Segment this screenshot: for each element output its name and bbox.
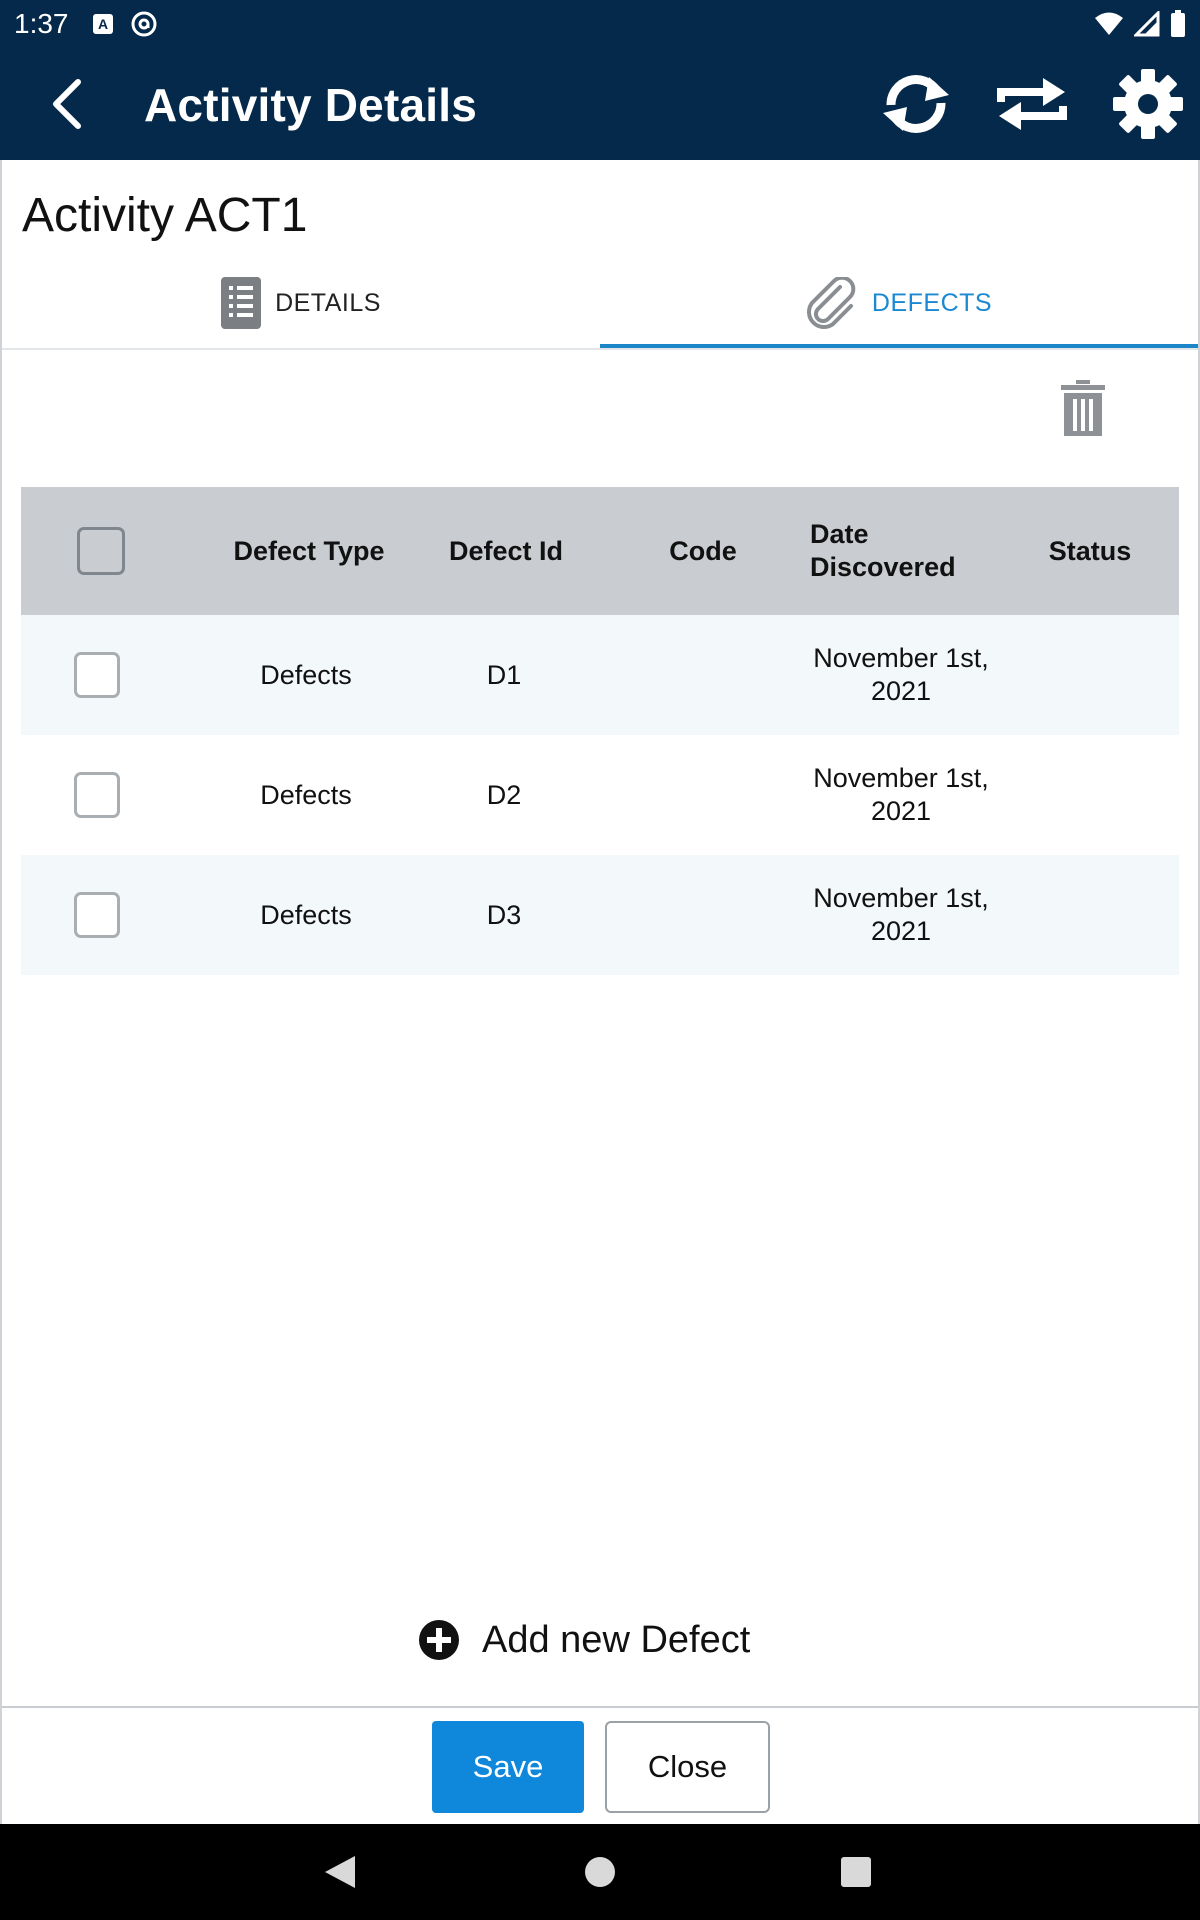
accessibility-a-icon [92, 13, 114, 40]
table-row[interactable] [21, 735, 1179, 855]
add-defect-label: Add new Defect [482, 1618, 751, 1661]
cell-code [593, 855, 813, 975]
wifi-icon [1094, 11, 1124, 42]
cell-date-line2: 2021 [870, 916, 932, 946]
header-code[interactable]: Code [669, 535, 737, 566]
nav-back-button[interactable] [314, 1846, 366, 1898]
header-date-line1: Date [810, 519, 869, 549]
status-left-icons [92, 10, 158, 43]
cell-date [781, 855, 1021, 975]
settings-button[interactable] [1110, 66, 1186, 142]
cell-code [593, 735, 813, 855]
battery-icon [1170, 10, 1186, 43]
row-checkbox[interactable] [74, 892, 120, 938]
add-defect-button[interactable] [418, 1612, 750, 1668]
delete-button[interactable] [1055, 376, 1111, 440]
list-icon [221, 277, 261, 329]
chevron-left-icon [48, 78, 84, 130]
tab-details[interactable] [2, 256, 600, 350]
tab-defects[interactable] [600, 256, 1198, 350]
row-select-cell [57, 855, 137, 975]
tab-defects-label: DEFECTS [871, 288, 993, 317]
system-nav-bar [0, 1824, 1200, 1920]
tab-details-label: DETAILS [275, 288, 381, 317]
select-all-checkbox[interactable] [77, 527, 125, 575]
header-defect-type[interactable]: Defect Type [233, 535, 385, 566]
trash-icon [1061, 380, 1105, 436]
gear-icon [1111, 67, 1185, 141]
save-button[interactable]: Save [432, 1721, 584, 1813]
select-all-cell [61, 487, 141, 615]
close-button[interactable]: Close [605, 1721, 770, 1813]
active-tab-indicator [600, 344, 1198, 348]
table-row[interactable] [21, 855, 1179, 975]
transfer-icon [995, 74, 1069, 134]
table-header [21, 487, 1179, 615]
cell-defect-id: D1 [486, 659, 522, 690]
row-checkbox[interactable] [74, 652, 120, 698]
transfer-button[interactable] [994, 66, 1070, 142]
cell-defect-type: Defects [260, 899, 352, 930]
svg-text:A: A [97, 16, 109, 32]
cell-date-line1: November 1st, [813, 763, 989, 793]
header-date-line2: Discovered [810, 552, 956, 582]
cell-code [593, 615, 813, 735]
status-bar [0, 0, 1200, 48]
cell-date-line2: 2021 [870, 676, 932, 706]
row-select-cell [57, 735, 137, 855]
table-row[interactable] [21, 615, 1179, 735]
sync-button[interactable] [878, 66, 954, 142]
paperclip-icon [806, 277, 858, 329]
cell-date-line1: November 1st, [813, 883, 989, 913]
footer-divider [2, 1706, 1198, 1708]
cell-date-line1: November 1st, [813, 643, 989, 673]
page-title: Activity Details [144, 79, 477, 131]
activity-title: Activity ACT1 [22, 189, 308, 242]
nav-recents-button[interactable] [830, 1846, 882, 1898]
header-date-discovered[interactable] [810, 487, 1010, 615]
cell-status [1010, 615, 1170, 735]
cell-date [781, 735, 1021, 855]
content-frame [0, 160, 1200, 1824]
sync-icon [879, 73, 953, 135]
app-bar-actions [878, 66, 1186, 142]
row-checkbox[interactable] [74, 772, 120, 818]
row-select-cell [57, 615, 137, 735]
square-recents-icon [840, 1856, 872, 1888]
defects-table [21, 487, 1179, 975]
cell-date [781, 615, 1021, 735]
at-sign-icon [130, 10, 158, 43]
back-button[interactable] [38, 76, 94, 132]
cell-defect-id: D3 [486, 899, 522, 930]
cell-defect-type: Defects [260, 659, 352, 690]
cell-date-line2: 2021 [870, 796, 932, 826]
cell-status [1010, 855, 1170, 975]
app-bar [0, 48, 1200, 160]
tab-bar [2, 256, 1198, 350]
circle-home-icon [583, 1855, 617, 1889]
cell-status [1010, 735, 1170, 855]
cell-defect-type: Defects [260, 779, 352, 810]
status-right-icons [1094, 10, 1186, 43]
cell-defect-id: D2 [486, 779, 522, 810]
nav-home-button[interactable] [574, 1846, 626, 1898]
header-status[interactable]: Status [1048, 535, 1132, 566]
plus-circle-icon [418, 1619, 460, 1661]
status-time: 1:37 [14, 8, 69, 39]
triangle-back-icon [323, 1854, 357, 1890]
header-defect-id[interactable]: Defect Id [448, 535, 564, 566]
cell-signal-icon [1134, 11, 1160, 42]
